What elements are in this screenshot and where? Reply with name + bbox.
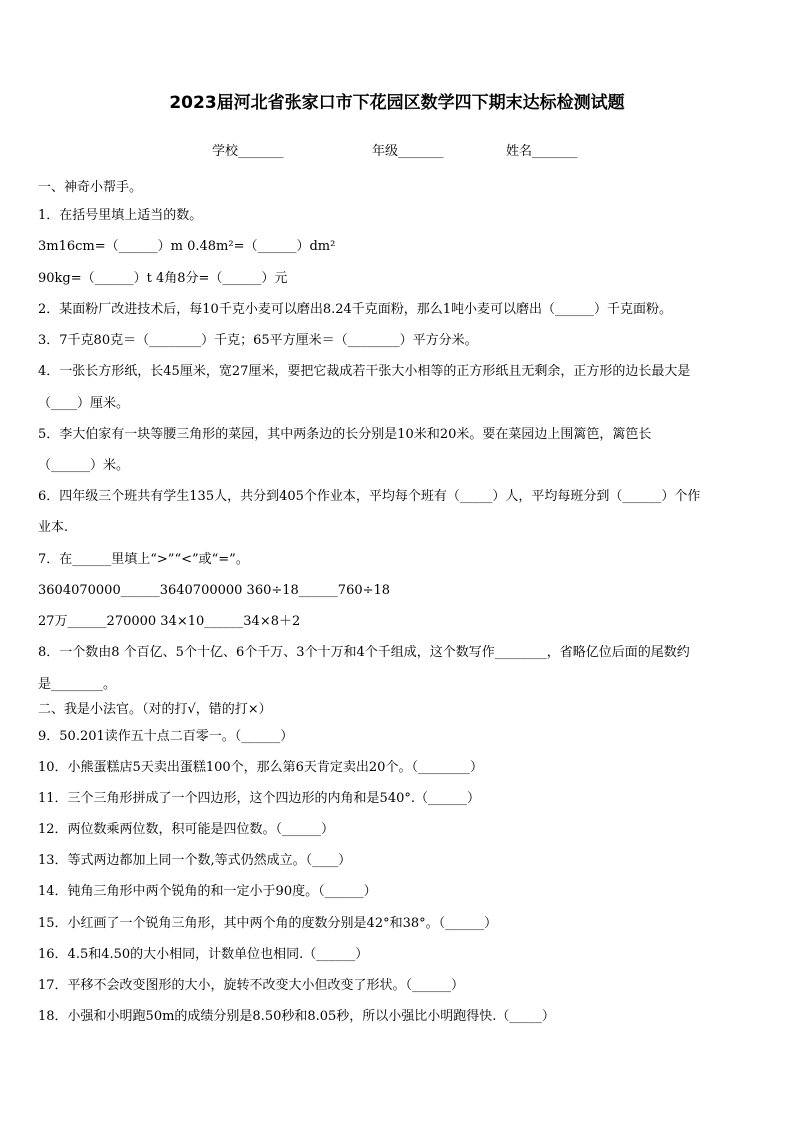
question-line: （____）厘米。 xyxy=(38,396,130,411)
question-line: 3604070000______3640700000 360÷18______760÷18 xyxy=(38,583,391,598)
question-line: 2．某面粉厂改进技术后，每10千克小麦可以磨出8.24千克面粉，那么1吨小麦可以磨出（______）千克面粉。 xyxy=(38,302,673,317)
question-line: 7．在______里填上“>”“<”或“=”。 xyxy=(38,552,249,567)
question-line: 是________。 xyxy=(38,677,117,692)
question-line: 业本. xyxy=(38,520,69,535)
question-line: 16．4.5和4.50的大小相同，计数单位也相同.（______） xyxy=(38,947,369,962)
question-line: 5．李大伯家有一块等腰三角形的菜园，其中两条边的长分别是10米和20米。要在菜园边上围篱笆，篱笆长 xyxy=(38,427,652,442)
question-line: 4．一张长方形纸，长45厘米，宽27厘米，要把它裁成若干张大小相等的正方形纸且无剩余，正方形的边长最大是 xyxy=(38,364,691,379)
question-line: 3m16cm=（______）m 0.48m²=（______）dm² xyxy=(38,239,336,254)
question-line: 90kg=（______）t 4角8分=（______）元 xyxy=(38,271,288,286)
question-line: 18．小强和小明跑50m的成绩分别是8.50秒和8.05秒，所以小强比小明跑得快.（_____） xyxy=(38,1009,555,1024)
question-line: 6．四年级三个班共有学生135人，共分到405个作业本，平均每个班有（_____）人，平均每班分到（______）个作 xyxy=(38,489,701,504)
question-line: 10．小熊蛋糕店5天卖出蛋糕100个，那么第6天肯定卖出20个。（________） xyxy=(38,760,483,775)
school-field: 学校_______ xyxy=(212,144,284,159)
question-line: 14．钝角三角形中两个锐角的和一定小于90度。（______） xyxy=(38,884,377,899)
question-line: 11．三个三角形拼成了一个四边形，这个四边形的内角和是540°.（______） xyxy=(38,791,480,806)
question-line: 27万______270000 34×10______34×8＋2 xyxy=(38,614,301,629)
section-heading: 二、我是小法官。（对的打√，错的打×） xyxy=(38,702,272,717)
grade-field: 年级_______ xyxy=(372,144,444,159)
question-line: 15．小红画了一个锐角三角形，其中两个角的度数分别是42°和38°。（______） xyxy=(38,916,498,931)
question-line: 13．等式两边都加上同一个数,等式仍然成立。（____） xyxy=(38,853,352,868)
question-line: 3．7千克80克＝（________）千克；65平方厘米＝（________）平方分米。 xyxy=(38,333,478,348)
question-line: （______）米。 xyxy=(38,458,130,473)
question-line: 9．50.201读作五十点二百零一。（______） xyxy=(38,729,294,744)
page-title: 2023届河北省张家口市下花园区数学四下期末达标检测试题 xyxy=(169,93,625,113)
question-line: 8．一个数由8 个百亿、5个十亿、6个千万、3个十万和4个千组成，这个数写作________，省略亿位后面的尾数约 xyxy=(38,645,690,660)
question-line: 17．平移不会改变图形的大小，旋转不改变大小但改变了形状。（______） xyxy=(38,978,465,993)
question-line: 12．两位数乘两位数，积可能是四位数。（______） xyxy=(38,822,335,837)
name-field: 姓名_______ xyxy=(506,144,578,159)
question-line: 1．在括号里填上适当的数。 xyxy=(38,208,203,223)
section-heading: 一、神奇小帮手。 xyxy=(38,180,143,195)
